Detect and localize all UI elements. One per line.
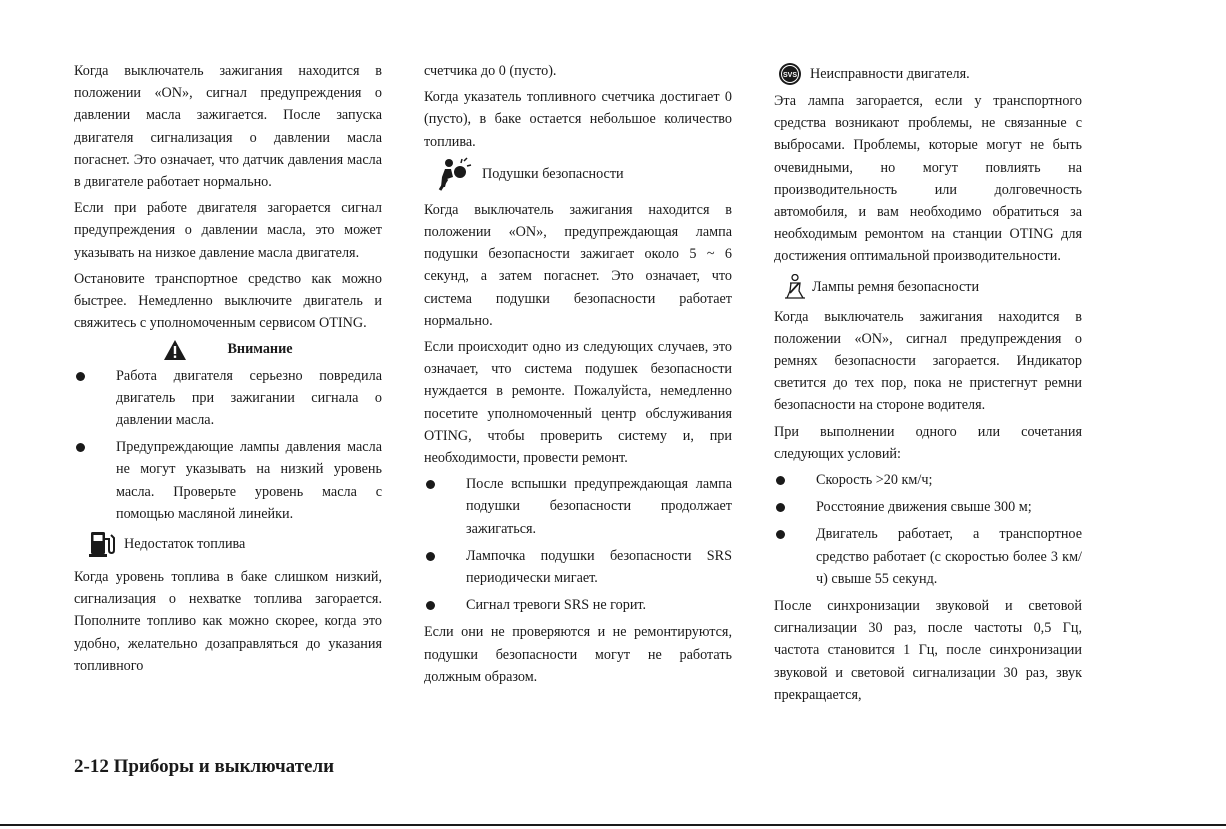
list-item: Работа двигателя серьезно повредила двигатель при зажигании сигнала о давлении масла.: [74, 365, 382, 432]
warning-list: [74, 365, 382, 525]
fuel-title: Недостаток топлива: [124, 535, 246, 552]
list-item: Сигнал тревоги SRS не горит.: [424, 594, 732, 616]
seatbelt-paragraph-1: Когда выключатель зажигания находится в положении «ON», сигнал предупреждения о ремнях безопасности загорается. Индикатор светится до тех пор, пока не пристегнут ремни безопасности на стороне водителя.: [774, 308, 1082, 414]
list-item: Росстояние движения свыше 300 м;: [774, 496, 1082, 518]
airbag-title: Подушки безопасности: [482, 165, 624, 182]
fuel-continued-paragraph: счетчика до 0 (пусто).: [424, 63, 557, 79]
list-item: После вспышки предупреждающая лампа подушки безопасности продолжает зажигаться.: [424, 473, 732, 540]
airbag-paragraph-2: Если происходит одно из следующих случаев, это означает, что система подушек безопасности нуждается в ремонте. Пожалуйста, немедленно посетите уполномоченный центр обслуживания OTING, чтобы проверить систему и, при необходимости, провести ремонт.: [424, 339, 732, 467]
engine-title: Неисправности двигателя.: [810, 65, 970, 82]
fuel-header: [88, 530, 382, 558]
list-item: Лампочка подушки безопасности SRS периодически мигает.: [424, 545, 732, 589]
svs-icon-text: SVS: [782, 72, 798, 79]
warning-title: Внимание: [227, 341, 293, 358]
fuel-pump-icon: [88, 530, 118, 558]
engine-paragraph: Эта лампа загорается, если у транспортного средства возникают проблемы, не связанные с выбросами. Проблемы, которые могут не быть очевидными, но могут повлиять на производительность или долговечность автомобиля, и вам необходимо обратиться за необходимым ремонтом на станции OTING для достижения оптимальной производительности.: [774, 93, 1082, 265]
fuel-paragraph: Когда уровень топлива в баке слишком низкий, сигнализация о нехватке топлива загорается. Пополните топливо как можно скорее, когда это удобно, желательно дозаправляться до указания топливного: [74, 569, 382, 674]
list-item: Двигатель работает, а транспортное средство работает (с скоростью более 3 км/ч) свыше 55 секунд.: [774, 523, 1082, 590]
fuel-gauge-paragraph: Когда указатель топливного счетчика достигает 0 (пусто), в баке остается небольшое количество топлива.: [424, 89, 732, 150]
airbag-paragraph-1: Когда выключатель зажигания находится в положении «ON», предупреждающая лампа подушки безопасности зажигает около 5 ~ 6 секунд, а затем погаснет. Это означает, что система подушки безопасности работает нормально.: [424, 201, 732, 329]
svs-icon: [778, 62, 802, 86]
seatbelt-title: Лампы ремня безопасности: [812, 278, 980, 295]
oil-pressure-paragraph-2: Если при работе двигателя загорается сигнал предупреждения о давлении масла, это может указывать на низкое давление масла двигателя.: [74, 200, 382, 261]
column-1: [74, 60, 382, 681]
airbag-header: [436, 157, 732, 191]
seatbelt-paragraph-2: При выполнении одного или сочетания следующих условий:: [774, 423, 1082, 462]
oil-pressure-paragraph-1: Когда выключатель зажигания находится в положении «ON», сигнал предупреждения о давлении масла зажигается. После запуска двигателя сигнализация о давлении масла погаснет. Это означает, что датчик давления масла в двигателе работает нормально.: [74, 63, 382, 191]
list-item: Скорость >20 км/ч;: [774, 469, 1082, 491]
bottom-rule: [0, 824, 1226, 826]
airbag-list: [424, 473, 732, 616]
airbag-icon: [436, 157, 472, 191]
oil-pressure-paragraph-3: Остановите транспортное средство как можно быстрее. Немедленно выключите двигатель и свяжитесь с уполномоченным сервисом OTING.: [74, 270, 382, 332]
column-3: [774, 60, 1082, 710]
page-footer: 2-12 Приборы и выключатели: [74, 756, 335, 777]
seatbelt-paragraph-3: После синхронизации звуковой и световой сигнализации 30 раз, после частоты 0,5 Гц, частота становится 1 Гц, после синхронизации звуковой и световой сигнализации 30 раз, звук прекращается,: [774, 598, 1082, 703]
column-2: [424, 60, 732, 692]
warning-header: [74, 338, 382, 360]
seatbelt-header: [784, 274, 1082, 300]
engine-header: [778, 62, 1082, 86]
seatbelt-conditions-list: [774, 469, 1082, 590]
seatbelt-icon: [784, 274, 806, 300]
airbag-paragraph-3: Если они не проверяются и не ремонтируются, подушки безопасности могут не работать должным образом.: [424, 624, 732, 685]
warning-triangle-icon: [163, 339, 187, 361]
list-item: Предупреждающие лампы давления масла не могут указывать на низкий уровень масла. Проверьте уровень масла с помощью масляной линейки.: [74, 436, 382, 525]
